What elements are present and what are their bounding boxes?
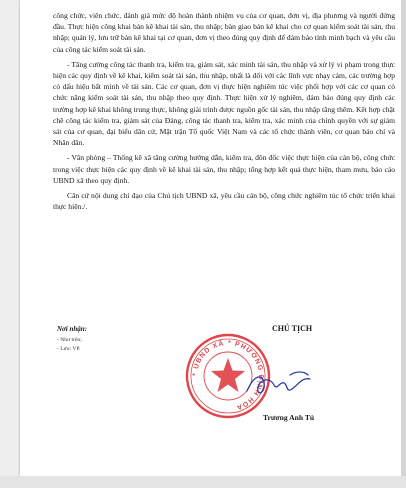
- recipient-item: - Như trên;: [57, 337, 82, 343]
- signer-title: CHỦ TỊCH: [272, 324, 313, 333]
- paragraph-1: công chức, viên chức, đánh giá mức độ hoàn thành nhiệm vụ của cơ quan, đơn vị, địa phương và người đứng đầu. Thực hiện công khai bản kê khai tài sản, thu nhập; bàn giao bản kê khai cho cơ quan kiểm soát tài sản, thu nhập; quản lý, lưu trữ bản kê khai tại cơ quan, đơn vị theo đúng quy định để đảm bảo tính minh bạch và yêu cầu của công tác kiểm soát tài sản.: [53, 11, 395, 54]
- paragraph-3: - Văn phòng – Thống kê xã tăng cường hướng dẫn, kiểm tra, đôn đốc việc thực hiện của cán bộ, công chức trong việc thực hiện các quy định về kê khai tài sản, thu nhập; tổng hợp kết quả thực hiện, tham mưu, báo cáo UBND xã theo quy định.: [53, 153, 395, 185]
- document-footer: [20, 0, 401, 476]
- signature: [244, 367, 316, 401]
- paragraph-2: - Tăng cường công tác thanh tra, kiểm tra, giám sát, xác minh tài sản, thu nhập và xử lý vi phạm trong thực hiện các quy định về kê khai, kiểm soát tài sản, thu nhập, nhất là đối với các lĩnh vực nhạy cảm, các trường hợp có dấu hiệu bất minh về tài sản. Các cơ quan, đơn vị thực hiện nghiêm túc việc phối hợp với các cơ quan có chức năng kiểm soát tài sản, thu nhập theo quy định. Thực hiện xử lý nghiêm, đảm bảo đúng quy định các trường hợp kê khai không trung thực, không giải trình được nguồn gốc tài sản, thu nhập tăng thêm. Kết hợp chặt chẽ công tác kiểm tra, giám sát của Đảng, công tác thanh tra, kiểm tra, xác minh của chính quyền với sự giám sát của cơ quan, đại biểu dân cử, Mặt trận Tổ quốc Việt Nam và các tổ chức thành viên, cơ quan báo chí và Nhân dân.: [53, 59, 395, 148]
- viewer-scrollbar[interactable]: [401, 0, 406, 488]
- recipient-item: - Lưu: VP.: [57, 346, 81, 352]
- paragraph-4: Căn cứ nội dung chỉ đạo của Chủ tịch UBND xã, yêu cầu cán bộ, công chức nghiêm túc tổ chức triển khai thực hiện./.: [53, 191, 395, 212]
- signer-name: Trương Anh Tú: [263, 413, 315, 422]
- recipients-list: [57, 336, 82, 354]
- recipients-title: Nơi nhận:: [57, 325, 88, 333]
- viewer-bottom-bar: [0, 476, 406, 488]
- seal-text: * UBND XÃ * PHƯỜNG ĐỊNH HÓA: [191, 339, 265, 411]
- signature-icon: [244, 367, 316, 401]
- document-page: [20, 0, 401, 476]
